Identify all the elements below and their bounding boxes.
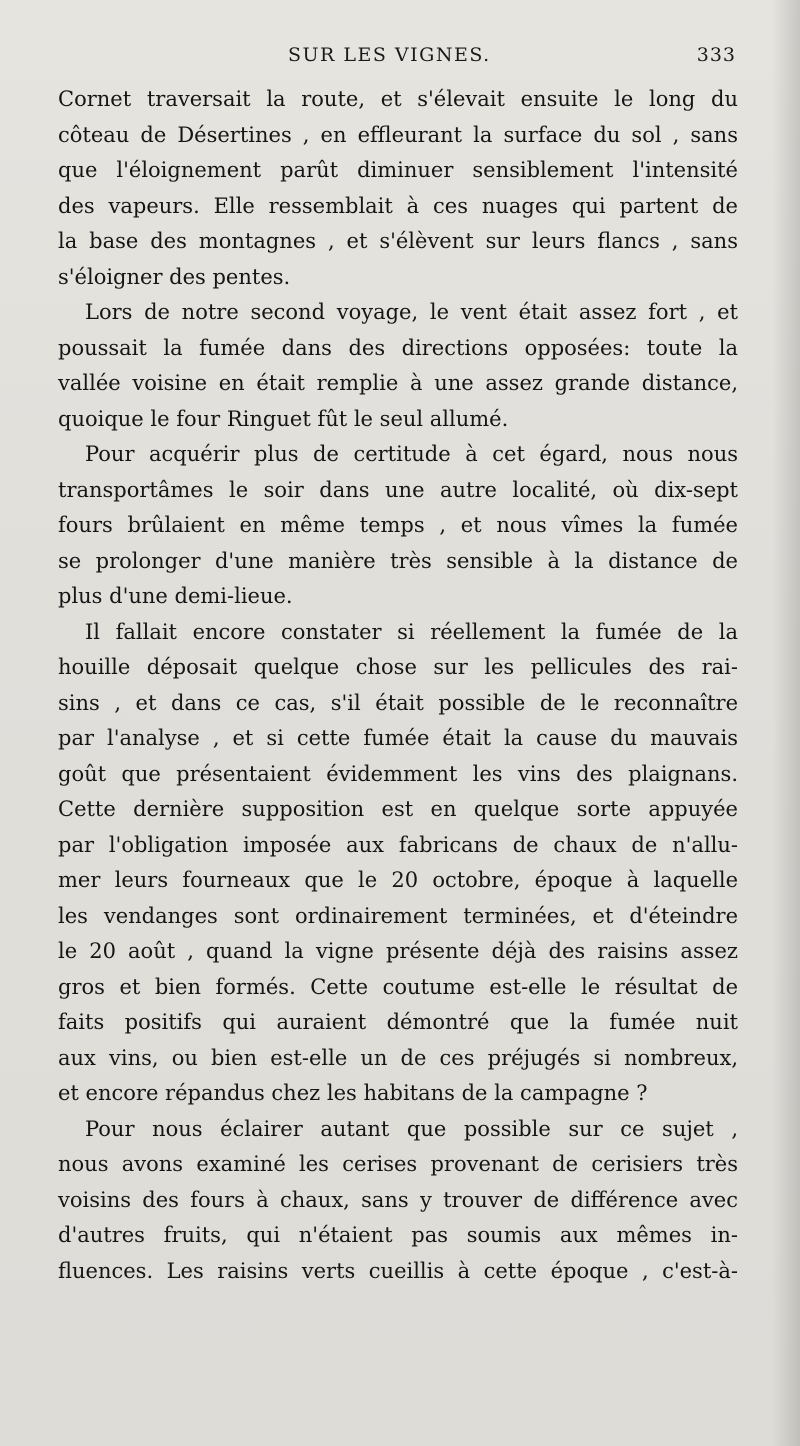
text-line: gros et bien formés. Cette coutume est-elle le résultat de xyxy=(58,974,738,999)
text-line: Cette dernière supposition est en quelque sorte appuyée xyxy=(58,797,738,821)
text-line: Pour nous éclairer autant que possible sur ce sujet , xyxy=(85,1116,738,1141)
text-line: quoique le four Ringuet fût le seul allumé. xyxy=(58,406,509,431)
page-header xyxy=(58,44,736,78)
text-line: côteau de Désertines , en effleurant la surface du sol , sans xyxy=(58,122,738,147)
text-line: goût que présentaient évidemment les vins des plaignans. xyxy=(58,761,738,786)
text-line: vallée voisine en était remplie à une assez grande distance, xyxy=(58,371,738,395)
text-line: voisins des fours à chaux, sans y trouver de différence avec xyxy=(58,1187,738,1212)
page-edge-shadow xyxy=(772,0,800,1446)
text-line: par l'obligation imposée aux fabricans de chaux de n'allu- xyxy=(58,832,738,857)
text-line: fours brûlaient en même temps , et nous vîmes la fumée xyxy=(58,513,738,537)
text-line: transportâmes le soir dans une autre localité, où dix-sept xyxy=(58,477,738,502)
text-line: houille déposait quelque chose sur les pellicules des rai- xyxy=(58,655,738,679)
text-line: la base des montagnes , et s'élèvent sur leurs flancs , sans xyxy=(58,229,738,253)
text-line: des vapeurs. Elle ressemblait à ces nuages qui partent de xyxy=(58,193,738,218)
text-line: sins , et dans ce cas, s'il était possible de le reconnaître xyxy=(58,690,738,715)
text-line: faits positifs qui auraient démontré que la fumée nuit xyxy=(58,1010,738,1034)
text-line: fluences. Les raisins verts cueillis à cette époque , c'est-à- xyxy=(58,1258,738,1283)
text-line: les vendanges sont ordinairement terminées, et d'éteindre xyxy=(58,903,738,928)
text-line: s'éloigner des pentes. xyxy=(58,264,291,289)
text-line: le 20 août , quand la vigne présente déjà des raisins assez xyxy=(58,939,738,963)
text-line: Pour acquérir plus de certitude à cet égard, nous nous xyxy=(85,442,738,466)
text-line: poussait la fumée dans des directions opposées: toute la xyxy=(58,335,738,360)
body-text xyxy=(58,82,738,1289)
text-line: Il fallait encore constater si réellement la fumée de la xyxy=(85,619,738,644)
text-line: Cornet traversait la route, et s'élevait ensuite le long du xyxy=(58,87,738,111)
text-line: plus d'une demi-lieue. xyxy=(58,584,293,608)
page-number: 333 xyxy=(696,44,736,66)
text-line: par l'analyse , et si cette fumée était la cause du mauvais xyxy=(58,726,738,750)
text-line: d'autres fruits, qui n'étaient pas soumis aux mêmes in- xyxy=(58,1223,738,1247)
text-line: Lors de notre second voyage, le vent était assez fort , et xyxy=(85,300,738,324)
text-line: que l'éloignement parût diminuer sensiblement l'intensité xyxy=(58,158,738,182)
running-title: SUR LES VIGNES. xyxy=(288,44,491,66)
text-line: et encore répandus chez les habitans de la campagne ? xyxy=(58,1081,648,1105)
text-line: mer leurs fourneaux que le 20 octobre, époque à laquelle xyxy=(58,868,738,892)
text-line: aux vins, ou bien est-elle un de ces préjugés si nombreux, xyxy=(58,1045,738,1070)
text-line: se prolonger d'une manière très sensible à la distance de xyxy=(58,548,738,573)
text-line: nous avons examiné les cerises provenant de cerisiers très xyxy=(58,1152,738,1176)
